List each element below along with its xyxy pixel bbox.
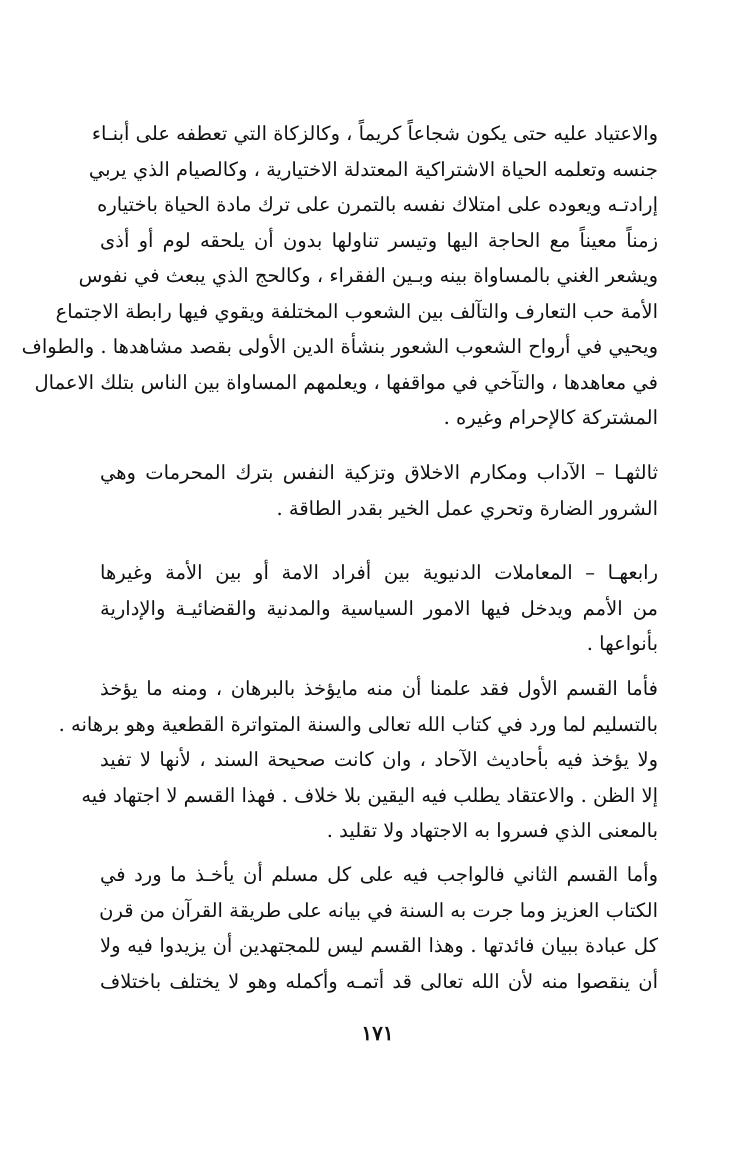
paragraph-first-section	[58, 671, 658, 849]
text-line: المشتركة كالإحرام وغيره .	[443, 406, 658, 429]
text-line: الكتاب العزيز وما جرت به السنة في بيانه على طريقة القرآن من قرن	[99, 898, 658, 922]
text-line: فأما القسم الأول فقد علمنا أن منه مايؤخذ بالبرهان ، ومنه ما يؤخذ	[100, 677, 658, 700]
paragraph-second-section	[100, 857, 658, 999]
paragraph-fourth-transactions	[100, 555, 658, 662]
text-line: من الأمم ويدخل فيها الامور السياسية والمدنية والقضائيـة والإدارية	[100, 596, 658, 620]
text-line: إرادتـه ويعوده على امتلاك نفسه بالتمرن على ترك مادة الحياة باختياره	[97, 193, 658, 216]
text-line: أن ينقصوا منه لأن الله تعالى قد أتمـه وأكمله وهو لا يختلف باختلاف	[100, 969, 658, 993]
text-line: وأما القسم الثاني فالواجب فيه على كل مسلم أن يأخـذ ما ورد في	[100, 863, 658, 886]
text-line: الأمة حب التعارف والتآلف بين الشعوب المختلفة ويقوي فيها رابطة الاجتماع	[55, 299, 658, 323]
text-line: إلا الظن . والاعتقاد يطلب فيه اليقين بلا خلاف . فهذا القسم لا اجتهاد فيه	[81, 783, 658, 807]
text-line: ثالثهـا – الآداب ومكارم الاخلاق وتزكية النفس بترك المحرمات وهي	[100, 461, 658, 484]
text-line: ويشعر الغني بالمساواة بينه وبـين الفقراء ، وكالحج الذي يبعث في نفوس	[78, 264, 658, 287]
text-line: ولا يؤخذ فيه بأحاديث الآحاد ، وان كانت صحيحة السند ، لأنها لا تفيد	[100, 748, 658, 771]
paragraph-worship-examples	[21, 116, 658, 436]
text-line: في معاهدها ، والتآخي في مواقفها ، ويعلمهم المساواة بين الناس بتلك الاعمال	[34, 370, 658, 394]
text-line: بالتسليم لما ورد في كتاب الله تعالى والسنة المتواترة القطعية وهو برهانه .	[58, 712, 658, 736]
text-line: بأنواعها .	[586, 632, 658, 655]
text-line: والاعتياد عليه حتى يكون شجاعاً كريماً ، وكالزكاة التي تعطفه على أبنـاء	[91, 122, 658, 145]
text-line: رابعهـا – المعاملات الدنيوية بين أفراد الامة أو بين الأمة وغيرها	[100, 561, 658, 584]
text-line: ويحيي في أرواح الشعوب الشعور بنشأة الدين الأولى بقصد مشاهدها . والطواف	[21, 335, 658, 358]
page-number: ١٧١	[361, 1021, 394, 1045]
text-line: جنسه وتعلمه الحياة الاشتراكية المعتدلة الاختيارية ، وكالصيام الذي يربي	[88, 157, 658, 181]
text-line: الشرور الضارة وتحري عمل الخير بقدر الطاقة .	[276, 496, 658, 520]
text-line: بالمعنى الذي فسروا به الاجتهاد ولا تقليد .	[326, 819, 658, 842]
text-line: كل عبادة ببيان فائدتها . وهذا القسم ليس للمجتهدين أن يزيدوا فيه ولا	[100, 934, 658, 957]
text-line: زمناً معيناً مع الحاجة اليها وتيسر تناولها بدون أن يلحقه لوم أو أذى	[100, 228, 658, 252]
paragraph-third-ethics	[100, 455, 658, 526]
